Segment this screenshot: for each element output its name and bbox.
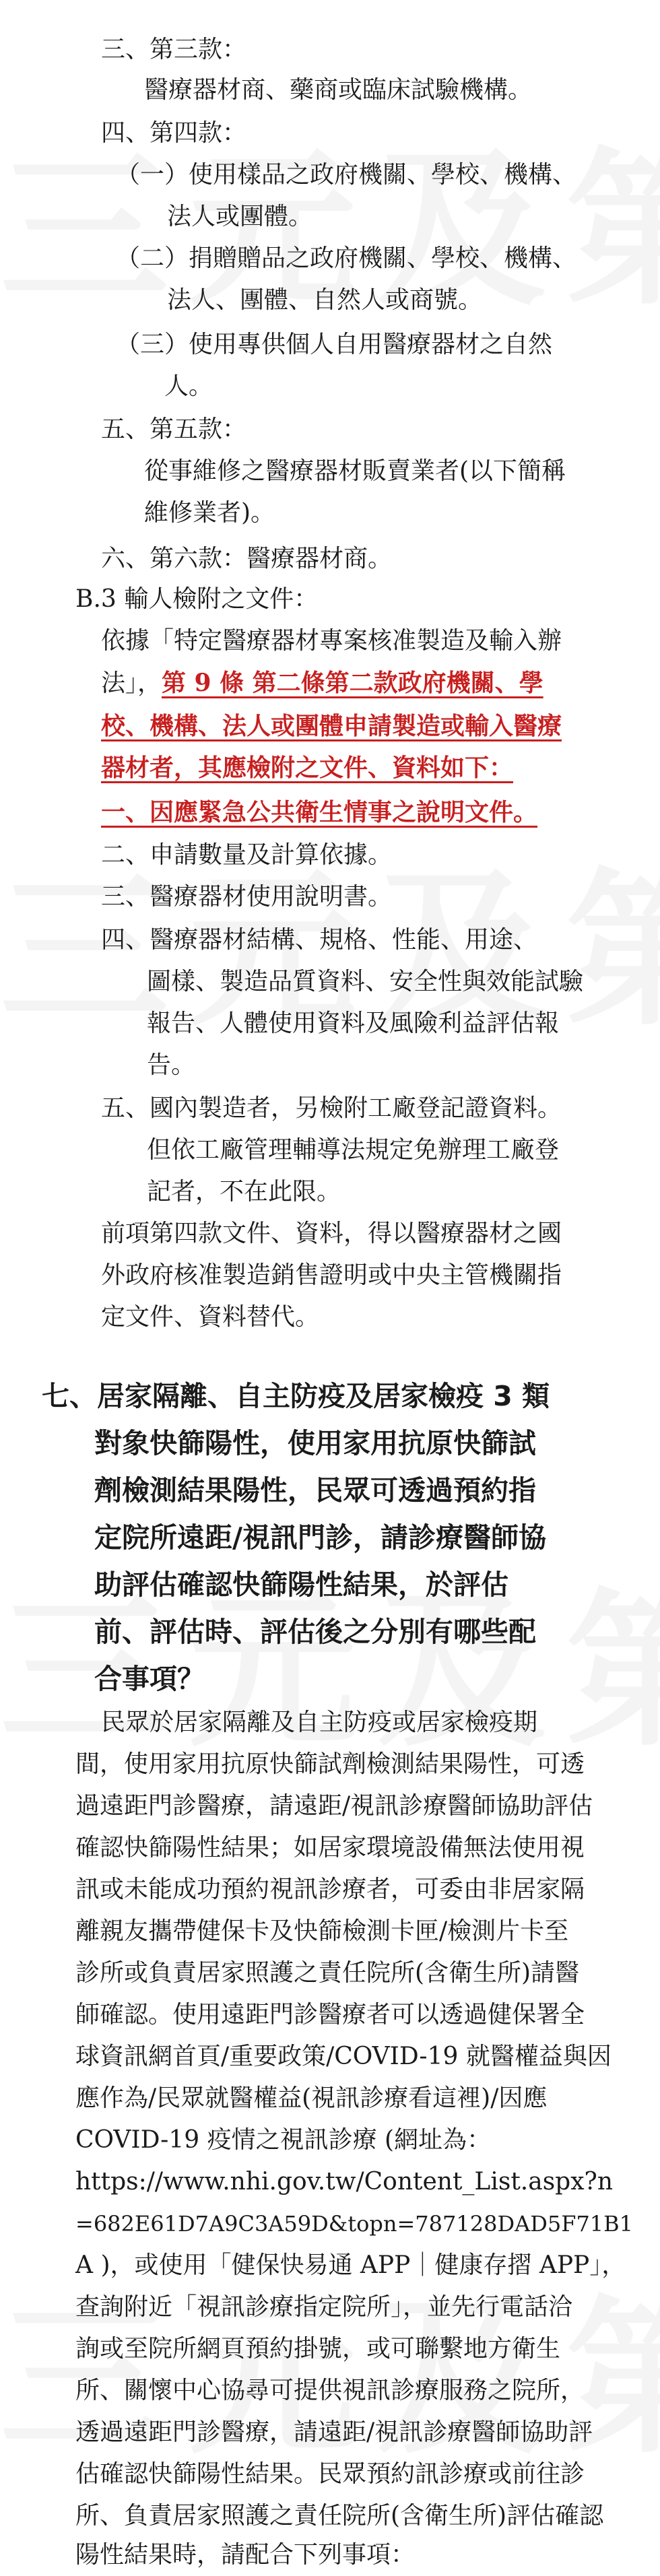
list-item: （一）使用樣品之政府機關、學校、機構、 <box>116 161 577 189</box>
list-item: 圖樣、製造品質資料、安全性與效能試驗 <box>147 968 584 995</box>
highlighted-text: 校、機構、法人或團體申請製造或輸入醫療 <box>101 712 562 740</box>
paragraph-line: 依據「特定醫療器材專案核准製造及輸入辦 <box>101 627 562 655</box>
paragraph-line: 前項第四款文件、資料，得以醫療器材之國 <box>101 1220 562 1247</box>
question-heading: 劑檢測結果陽性，民眾可透過預約指 <box>94 1474 536 1507</box>
list-item: （二）捐贈贈品之政府機關、學校、機構、 <box>116 244 577 272</box>
list-item: 五、第五款： <box>101 416 247 443</box>
answer-text: 估確認快篩陽性結果。民眾預約訊診療或前往診 <box>75 2460 585 2488</box>
answer-text: 過遠距門診醫療，請遠距/視訊診療醫師協助評估 <box>75 1792 593 1820</box>
list-item: 六、第六款：醫療器材商。 <box>101 545 393 572</box>
paragraph-line: 定文件、資料替代。 <box>101 1303 320 1331</box>
list-item: 三、醫療器材使用說明書。 <box>101 883 393 911</box>
list-item: 醫療器材商、藥商或臨床試驗機構。 <box>144 76 533 104</box>
answer-text: 透過遠距門診醫療，請遠距/視訊診療醫師協助評 <box>75 2418 593 2446</box>
url-text: https://www.nhi.gov.tw/Content_List.aspx?n <box>75 2168 614 2195</box>
answer-text: 確認快篩陽性結果；如居家環境設備無法使用視 <box>75 1834 585 1861</box>
answer-text: 所、關懷中心協尋可提供視訊診療服務之院所， <box>75 2377 585 2404</box>
url-text: =682E61D7A9C3A59D&topn=787128DAD5F71B1 <box>75 2211 634 2237</box>
highlighted-text: 一、因應緊急公共衛生情事之說明文件。 <box>101 798 538 826</box>
list-item: 人。 <box>164 372 213 400</box>
list-item: （三）使用專供個人自用醫療器材之自然 <box>116 331 553 358</box>
answer-text: 查詢附近「視訊診療指定院所」，並先行電話洽 <box>75 2293 573 2321</box>
question-heading: 對象快篩陽性，使用家用抗原快篩試 <box>94 1427 536 1459</box>
answer-text: 間，使用家用抗原快篩試劑檢測結果陽性，可透 <box>75 1750 585 1778</box>
list-item: 五、國內製造者，另檢附工廠登記證資料。 <box>101 1094 562 1122</box>
answer-text: COVID-19 疫情之視訊診療 (網址為： <box>75 2126 492 2154</box>
answer-text: 師確認。使用遠距門診醫療者可以透過健保署全 <box>75 2001 585 2028</box>
paragraph-text: 法」， <box>101 669 162 697</box>
highlighted-text: 器材者，其應檢附之文件、資料如下： <box>101 754 514 782</box>
answer-text: A )，或使用「健保快易通 APP｜健康存摺 APP」， <box>75 2251 626 2279</box>
question-heading: 助評估確認快篩陽性結果，於評估 <box>94 1568 508 1601</box>
answer-text: 應作為/民眾就醫權益(視訊診療看這裡)/因應 <box>75 2084 548 2112</box>
question-heading: 定院所遠距/視訊門診，請診療醫師協 <box>94 1521 546 1554</box>
question-heading: 前、評估時、評估後之分別有哪些配 <box>94 1616 536 1648</box>
list-item: 記者，不在此限。 <box>147 1178 341 1206</box>
list-item: 二、申請數量及計算依據。 <box>101 841 393 869</box>
list-item: 維修業者)。 <box>144 499 275 527</box>
section-subtitle: B.3 輸人檢附之文件： <box>75 585 319 613</box>
list-item: 報告、人體使用資料及風險利益評估報 <box>147 1010 560 1037</box>
list-item: 四、醫療器材結構、規格、性能、用途、 <box>101 926 538 954</box>
question-heading: 七、居家隔離、自主防疫及居家檢疫 3 類 <box>42 1380 550 1412</box>
highlighted-text: 第 9 條 第二條第二款政府機關、學 <box>162 669 543 697</box>
list-item: 但依工廠管理輔導法規定免辦理工廠登 <box>147 1136 560 1164</box>
answer-text: 民眾於居家隔離及自主防疫或居家檢疫期 <box>101 1709 538 1736</box>
list-item: 三、第三款： <box>101 36 247 63</box>
list-item: 法人、團體、自然人或商號。 <box>167 286 483 314</box>
answer-text: 陽性結果時，請配合下列事項： <box>75 2541 416 2569</box>
answer-text: 球資訊網首頁/重要政策/COVID-19 就醫權益與因 <box>75 2043 612 2070</box>
list-item: 法人或團體。 <box>167 203 313 230</box>
answer-text: 診所或負責居家照護之責任院所(含衛生所)請醫 <box>75 1959 580 1987</box>
answer-text: 訊或未能成功預約視訊診療者，可委由非居家隔 <box>75 1876 585 1903</box>
answer-text: 詢或至院所網頁預約掛號，或可聯繫地方衛生 <box>75 2335 561 2363</box>
paragraph-line: 外政府核准製造銷售證明或中央主管機關指 <box>101 1261 562 1289</box>
answer-text: 離親友攜帶健保卡及快篩檢測卡匣/檢測片卡至 <box>75 1917 569 1945</box>
answer-text: 所、負責居家照護之責任院所(含衛生所)評估確認 <box>75 2502 604 2530</box>
list-item: 從事維修之醫療器材販賣業者(以下簡稱 <box>144 457 566 485</box>
list-item: 四、第四款： <box>101 119 247 147</box>
question-heading: 合事項？ <box>94 1663 205 1695</box>
paragraph-line <box>101 668 543 698</box>
list-item: 告。 <box>147 1051 196 1079</box>
